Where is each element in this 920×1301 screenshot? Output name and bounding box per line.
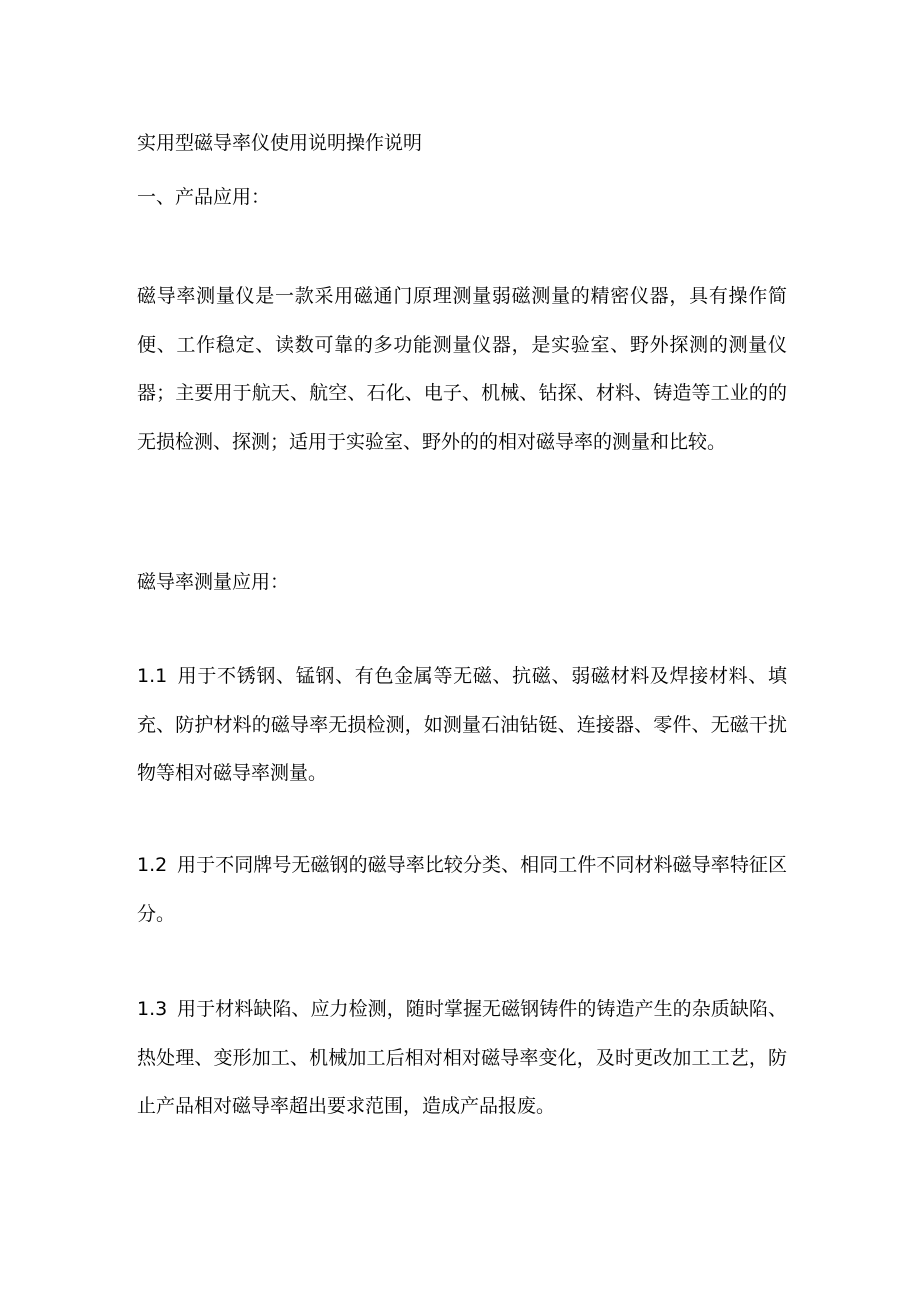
list-item-text: 用于不同牌号无磁钢的磁导率比较分类、相同工件不同材料磁导率特征区分。 bbox=[137, 854, 787, 925]
list-item-text: 用于材料缺陷、应力检测，随时掌握无磁钢铸件的铸造产生的杂质缺陷、热处理、变形加工、机械加工后相对相对磁导率变化，及时更改加工工艺，防止产品相对磁导率超出要求范围，造成产品报废。 bbox=[137, 998, 787, 1117]
applications-label: 磁导率测量应用： bbox=[137, 571, 290, 593]
list-item-text: 用于不锈钢、锰钢、有色金属等无磁、抗磁、弱磁材料及焊接材料、填充、防护材料的磁导率无损检测，如测量石油钻铤、连接器、零件、无磁干扰物等相对磁导率测量。 bbox=[137, 665, 787, 784]
list-item-number: 1.3 bbox=[137, 998, 168, 1020]
list-item bbox=[137, 652, 787, 798]
list-item bbox=[137, 985, 787, 1131]
list-item-number: 1.1 bbox=[137, 665, 168, 687]
list-item bbox=[137, 841, 787, 938]
intro-paragraph: 磁导率测量仪是一款采用磁通门原理测量弱磁测量的精密仪器，具有操作简便、工作稳定、读数可靠的多功能测量仪器，是实验室、野外探测的测量仪器；主要用于航天、航空、石化、电子、机械、钻探、材料、铸造等工业的的无损检测、探测；适用于实验室、野外的的相对磁导率的测量和比较。 bbox=[137, 285, 787, 453]
section-heading-product-application: 一、产品应用： bbox=[137, 186, 271, 208]
list-item-number: 1.2 bbox=[137, 854, 168, 876]
document-title: 实用型磁导率仪使用说明操作说明 bbox=[137, 132, 423, 154]
